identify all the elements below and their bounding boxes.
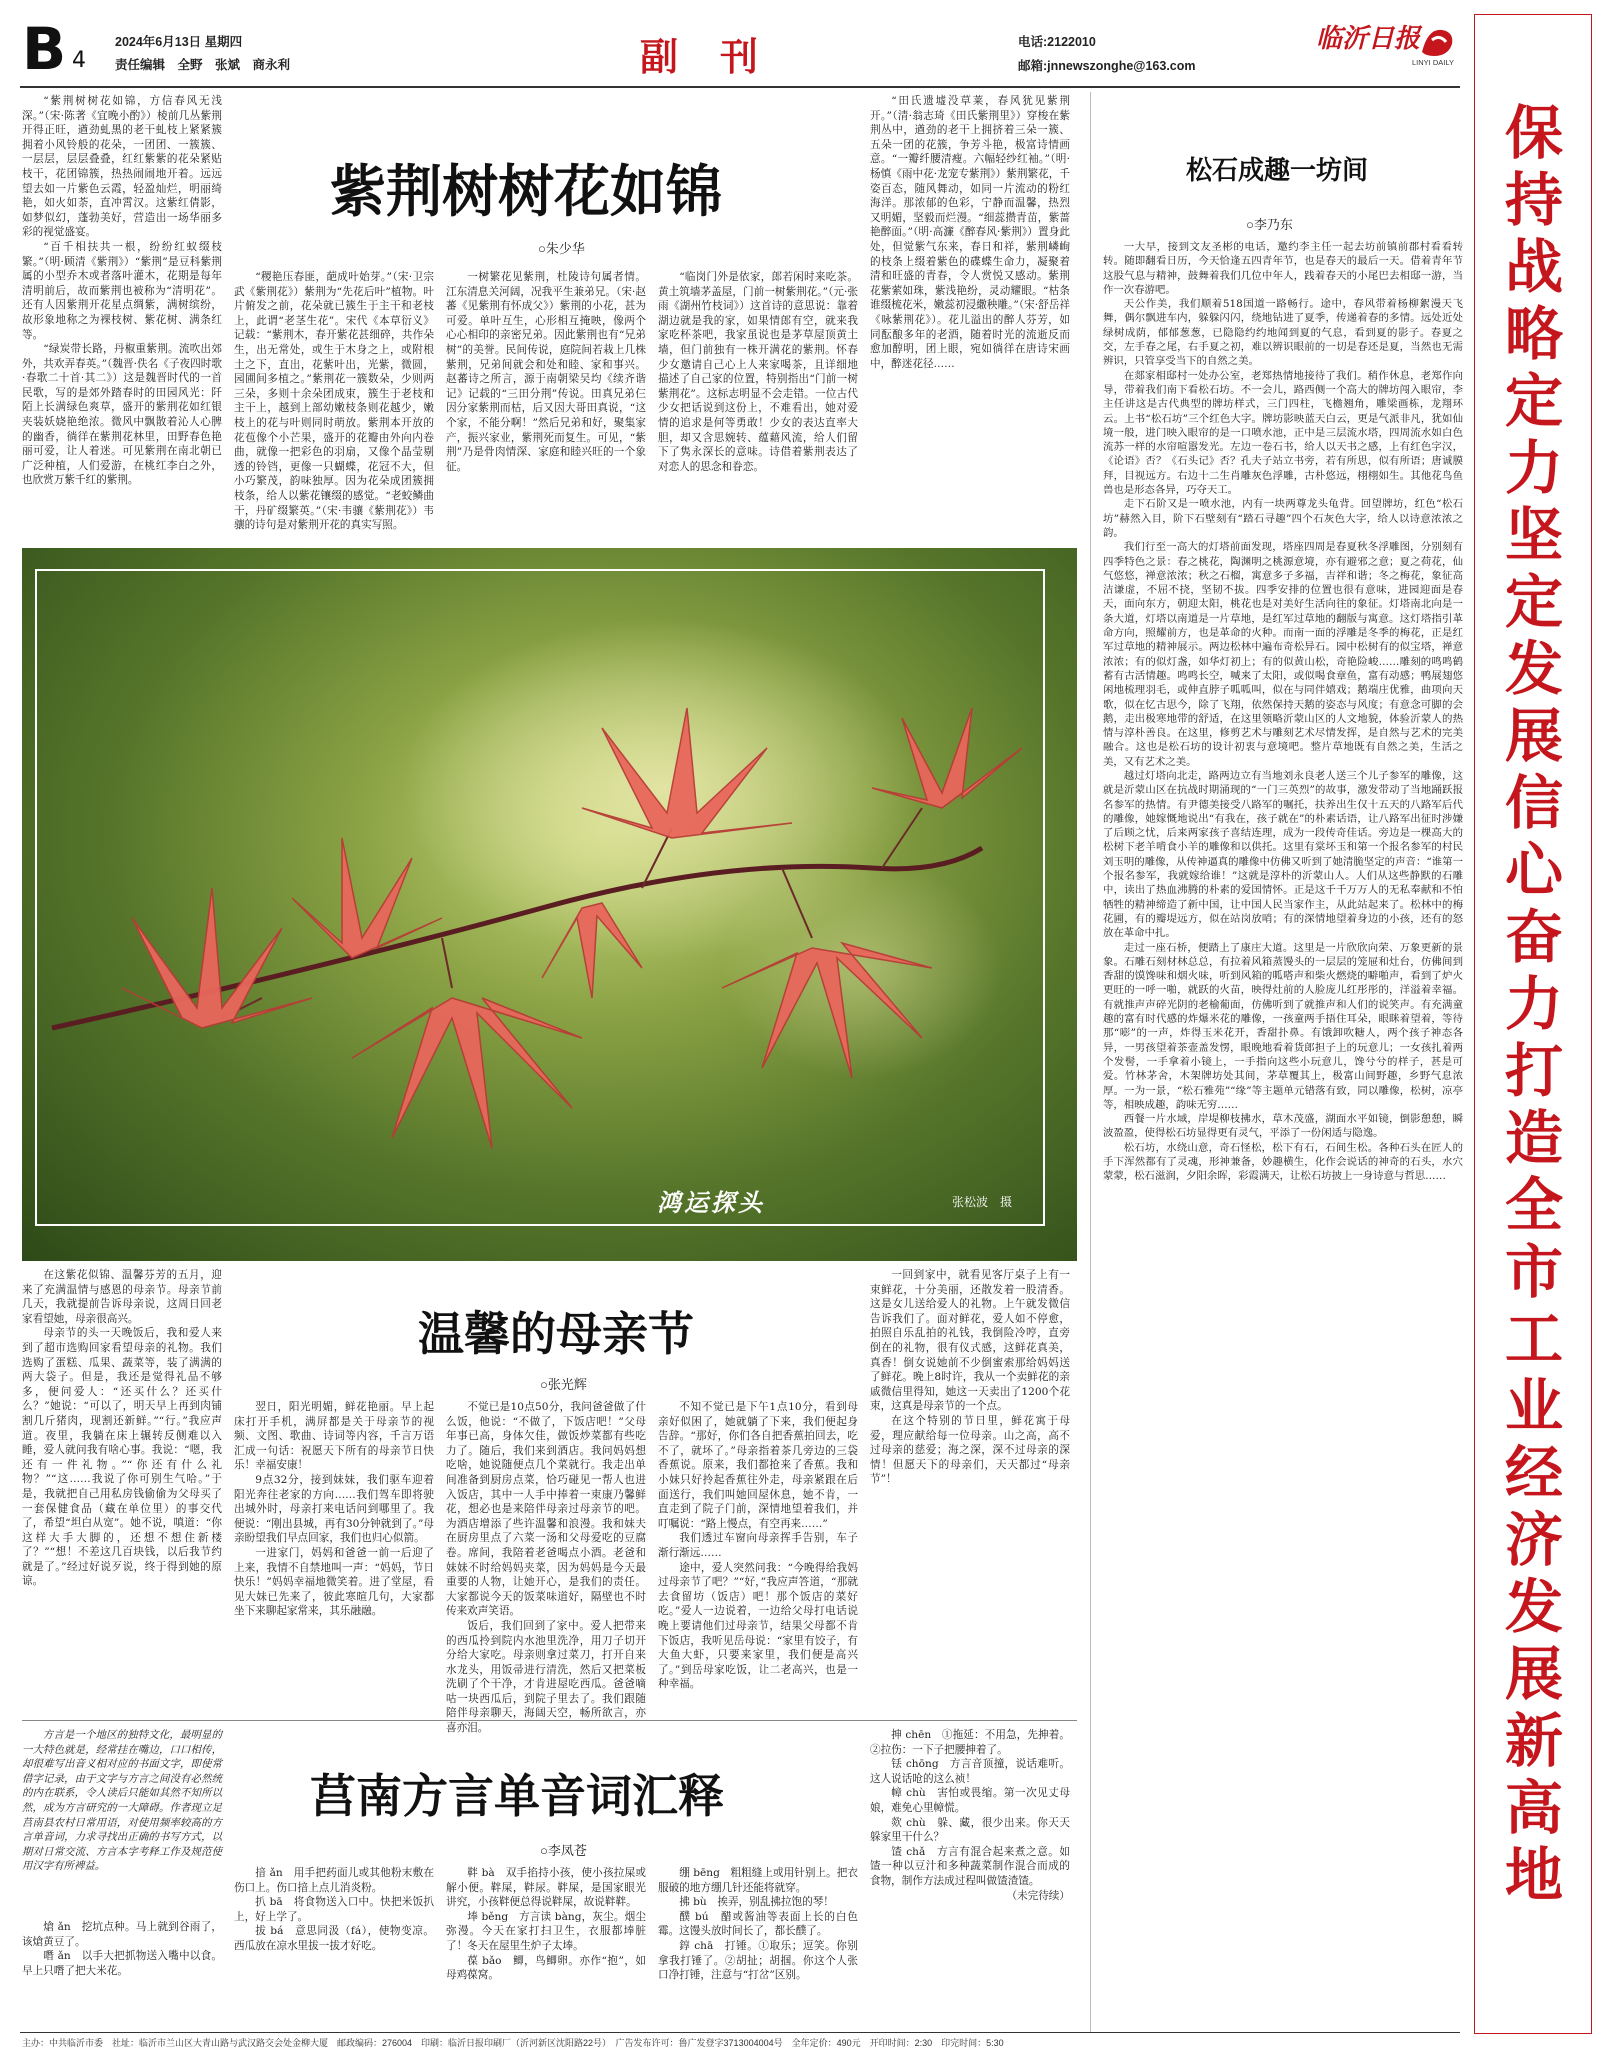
article1-col3 <box>446 270 646 534</box>
article4-col2 <box>234 1866 434 2032</box>
to-be-continued: （未完待续） <box>1006 1889 1070 1902</box>
article3-para: 在这个特别的节日里，鲜花寓于母爱，理应献给每一位母亲。山之高，高不过母亲的慈爱；海之深，深不过母亲的深情！但愿天下的母亲们，天天都过“母亲节”！ <box>870 1414 1070 1486</box>
article2-para: 我们行至一高大的灯塔前面发现，塔座四周是春夏秋冬浮雕图，分别刻有四季特色之景：春之桃花，陶渊明之桃源意境，亦有避邪之意；夏之荷花，仙气悠悠，禅意浓浓；秋之石榴，寓意多子多福，吉祥和谐；冬之梅花，象征高洁谦虚，不屈不挠，坚韧不拔。四季安排的位置也很有意味，进园迎面是春天，面向东方，朝迎太阳，桃花也是对美好生活向往的象征。灯塔南北向是一条大道，灯塔以南道是一片草地，是红军过草地的翻版与寓意。这灯塔指引革命方向，照耀前方，也是革命的火种。而南一面的浮雕是冬季的梅花，正是红军过草地的精神展示。两边松林中遍布奇松异石。园中松树有的似宝塔，禅意浓浓；有的似灯盏，如华灯初上；有的似黄山松，奇艳险峻……雕刻的鸣鸣鹤蓄有古活情趣。鸣鸣长空，喊来了太阳，或似喝食章鱼，富有动感；鸭展翅悠闲地梳理羽毛，或伸直脖子呱呱叫，似在与同伴嬉戏；鹅端庄优雅，曲项向天歌，似在忆古思今，除了飞翔，依然保持天鹅的姿态与风度；有意念可脚的会鹅，走出极寒地带的舒适，在这里领略沂蒙山区的人文地貌，体验沂蒙人的热情与淳朴善良。在这里，修剪艺术与雕刻艺术尽情发挥，是自然与艺术的完美融合。这也是松石坊的设计初衷与意境吧。整片草地既有自然之美，生活之美，又有艺术之美。 <box>1103 541 1463 768</box>
article2-para: 松石坊，水绕山意，奇石怪松，松下有石，石间生松。各种石头在匠人的手下浑然都有了灵魂，形神兼备，妙趣横生，化作会说话的神奇的石头，水穴蒙蒙，松石滋润，夕阳余晖，彩霞满天，让松石坊披上一身诗意与哲思…… <box>1103 1141 1463 1183</box>
dialect-entry: 錞 chā 打锤。①取乐；逗笑。你别拿我打锤了。②胡扯；胡掴。你这个人张口净打锤，注意与“打岔”区别。 <box>658 1939 858 1982</box>
article2-para: 天公作美，我们顺着518国道一路畅行。途中，春风带着杨柳絮漫天飞舞，偶尔飘进车内，躲躲闪闪，绕地钻进了夏季，传递着春的多情。远处近处绿树成荫，郁郁葱葱，已隐隐约约地闻到夏的气息，看到夏的影子。春夏之交，左手春之尾，右手夏之初，难以辨识眼前的一切是春还是夏，当然也无需辨识，只管享受当下的自然之美。 <box>1103 298 1463 368</box>
article4-byline: ○李凤苍 <box>540 1843 587 1858</box>
article1-para: “百千相扶共一根，纷纷红蚁缀枝繁。”（明·顾清《紫荆》）“紫荆”是豆科紫荆属的小型乔木或者落叶灌木，花期是每年清明前后，故而紫荆也被称为“清明花”。还有人因紫荆开花星点绸紫，满树缤纷，故形象地称之为裸枝树、紫花树、满条红等。 <box>22 240 222 341</box>
page-letter: B <box>22 15 67 83</box>
article2-title: 松石成趣一坊间 <box>1186 156 1369 186</box>
dialect-entry: 铥 chōng 方言音顶撞，说话难听。这人说话呛的这么祯！ <box>870 1758 1070 1785</box>
article1-para: 一树繁花见紫荆，杜陵诗句属者情。江东清息关河阔，况我平生兼弟兄。（宋·赵蕃《见紫荆有怀成父》）紫荆的小花，甚为可爱。单叶互生，心形相互掩映，像两个心心相印的亲密兄弟。因此紫荆也有“兄弟树”的美誉。民间传说，庭院间若栽上几株紫荆，兄弟间就会和处和睦、家和事兴。赵蕃诗之所言，源于南朝梁吴均《续齐谐记》记载的“三田分荆”传说。田真兄弟仨因分家紫荆而枯，后又因大哥田真说，“这个家，不能分啊！”然后兄弟和好，聚集家产，振兴家业，紫荆死而复生。可见，“紫荆”乃是骨肉情深、家庭和睦兴旺的一个象征。 <box>446 271 646 473</box>
dialect-entry: 葆 bǎo 鲫，鸟鲫卵。亦作“抱”，如母鸡葆窝。 <box>446 1954 646 1982</box>
dialect-entry: 揞 ǎn 用手把药面儿或其他粉末敷在伤口上。伤口揞上点儿消炎粉。 <box>234 1867 434 1894</box>
section-rule <box>22 1720 1077 1721</box>
article4-col1 <box>22 1920 222 2032</box>
footer-imprint: 主办：中共临沂市委 社址：临沂市兰山区大青山路与武汉路交会处金柳大厦 邮政编码：276004 印刷：临沂日报印刷厂（沂河新区沈阳路22号） 广告发布许可：鲁广发登字3713004004号 全年定价：490元 开印时间：2:30 印完时间：5:30 <box>22 2038 1004 2048</box>
article2-para: 越过灯塔向北走，路两边立有当地刘永良老人送三个儿子参军的雕像，这就是沂蒙山区在抗战时期涌现的“一门三英烈”的故事，激发带动了当地踊跃报名参军的热情。有尹德美接受八路军的嘱托，扶养出生仅十五天的八路军后代的雕像，她嫁慨地说出“有我在，孩子就在”的朴素话语，让八路军出征时涉嫌了后顾之忧，后来两家孩子喜结连理，成为一段传奇佳话。旁边是一棵高大的松树下老羊啃食小羊的雕像和以供托。这里有棠坏玉和第一个报名参军的村民刘玉明的雕像，从传神逼真的雕像中仿佛又听到了她清脆坚定的声音：“谁第一个报名参军，我就嫁给谁！”这就是淳朴的沂蒙山人。人们从这些静默的石雕中，读出了热血沸腾的朴素的爱国情怀。正是这千千万万人的无私奉献和不怕牺牲的精神缔造了新中国，让中国人民当家作主，从此站起来了。松林中的梅花圃，有的瓣堤远方，似在站岗放哨；有的深情地望着身边的小孩，还有的怒放在革命中扎。 <box>1103 769 1463 940</box>
article2-para: 走过一座石桥，便踏上了康庄大道。这里是一片欣欣向荣、万象更新的景象。石雕石刻材林总总，有拉着风箱蒸馒头的一层层的笼屉和灶台，仿佛间到香甜的馍馋味和烟火味，听到风箱的呱嗒声和柴火燃烧的噼啪声，看到了炉火更旺的一呼一啪，就跃的火苗，映得灶前的人脸庞儿红彤彤的，洋溢着幸福。有就推声声碎光阴的老榆葡面，仿佛听到了就推声和人们的说笑声。有充满童趣的富有时代感的炸爆米花的雕像，一孩童两手捂住耳朵，眼眯着望着，等待那“嘭”的一声，炸得玉米花开，香甜扑鼻。有饿卸吹糖人，两个孩子神态各异，一男孩望着茶壶盖发愣，眼晚地看着货郎担子上的玩意儿；一女孩扎着两个发髻，一手拿着小镜上，一手指向这些小玩意儿，馋兮兮的样子，甚是可爱。竹林茅舍，木架牌坊处其间，茅草覆其上，极富山间野趣，乡野气息浓厚。一为一景，“松石雅苑”“缘”等主题单元错落有致，同以雕像，松树，凉亭等，相映成趣，韵味无穷…… <box>1103 941 1463 1111</box>
dialect-entry: 馇 chǎ 方言有混合起来煮之意。如馇一种以豆汁和多种蔬菜制作混合而成的食物，制作方法成过程叫做馇渣馇。 <box>870 1845 1070 1887</box>
article3-para: 饭后，我们回到了家中。爱人把带来的西瓜拎到院内水池里洗净，用刀子切开分给大家吃。母亲则拿过菜刀，打开自来水龙头，用饭帚进行清洗，然后又把菜板洗刷了个干净，才肯进屋吃西瓜。爸爸嘀咕一块西瓜后，到院子里去了。我们跟随陪伴母亲聊天，海阔天空，畅所欲言，亦喜亦泪。 <box>446 1619 646 1735</box>
article4-title: 莒南方言单音词汇释 <box>310 1769 724 1823</box>
article3-para: 在这紫花似锦、温馨芬芳的五月，迎来了充满温情与感恩的母亲节。母亲节前几天，我就提前告诉母亲说，这周日回老家看望她，母亲很高兴。 <box>22 1269 222 1325</box>
article3-col4 <box>658 1400 858 1708</box>
footer-rule <box>20 2032 1460 2033</box>
article4-intro-text: 方言是一个地区的独特文化，最明显的一大特色就是，经常挂在嘴边，口口相传，却很难写出音义相对应的书面文字，即使常借字记录，由于文字与方言之间没有必然统的内在联系，令人读后只能如其然不知所以然，成为方言研究的一大障碍。作者现立足莒南县农村日常用语，对使用频率较高的方言单音词，力求寻找出正确的书写方式，以期对日常交流、方言本字考释工作及规范使用汉字有所裨益。 <box>22 1729 222 1873</box>
article3-para: 一回到家中，就看见客厅桌子上有一束鲜花，十分美丽，还散发着一股清香。这是女儿送给爱人的礼物。上午就发微信告诉我们了。面对鲜花，爱人如不停愈，拍照自乐乱拍的礼钱，我倒险冷哼，直旁倒在的礼物，很有仪式感，这鲜花真美，真香！倒女说她前不少倒蜜索那给妈妈送了鲜花。晚上8时许，我从一个卖鲜花的亲戚微信里得知，她这一天卖出了1200个花束，这真是母亲节的一个点。 <box>870 1269 1070 1413</box>
dialect-entry: 欻 chù 躲、藏，很少出来。你天天躲家里干什么？ <box>870 1816 1070 1844</box>
article4-intro <box>22 1728 222 1918</box>
dialect-entry: 醭 bú 醋或酱油等表面上长的白色霉。这馒头放时间长了，都长醭了。 <box>658 1910 858 1938</box>
article1-col2 <box>234 270 434 534</box>
email: 邮箱:jnnewszonghe@163.com <box>1018 59 1196 73</box>
article3-para: 途中，爱人突然问我：“今晚得给我妈过母亲节了吧？”“好，”我应声答道，“那就去食留坊（饭店）吧！那个饭店的菜好吃。”爱人一边说着，一边给父母打电话说晚上要请他们过母亲节，结果父母都不肯下饭店，我听见岳母说：“家里有饺子，有大鱼大虾，只要来家里，我们便是高兴了。”到岳母家吃饭，让二老高兴，也是一种幸福。 <box>658 1561 858 1691</box>
phone: 电话:2122010 <box>1018 35 1096 49</box>
article4-col3 <box>446 1866 646 2032</box>
page-number: 4 <box>72 48 86 73</box>
dialect-entry: 绷 bēng 粗粗缝上或用针别上。把衣服破的地方绷几针还能将就穿。 <box>658 1867 858 1894</box>
dialect-entry: 抻 chēn ①拖延：不用急，先抻着。②拉伤：一下子把腰抻着了。 <box>870 1729 1070 1756</box>
article3-col3 <box>446 1400 646 1735</box>
article1-para: “绿炭带长路，丹椒重紫荆。流吹出郊外，共欢弄春英。”（魏晋·佚名《子夜四时歌·春歌二十首·其二》）这是魏晋时代的一首民歌，写的是郊外踏春时的田园风光：阡陌上长满绿色爽草，盛开的紫荆花如红银夹装妖娆艳绝浓。微风中飘散着沁人心脾的幽香，徜徉在紫荆花林里，田野春色艳丽可爱，让人着迷。可见紫荆在南北朝已广泛种植，人们爱游，在桃红李白之外，也欣赏万紫千红的紫荆。 <box>22 343 222 487</box>
article3-para: 不知不觉已是下午1点10分，看到母亲好似困了，她就躺了下来，我们便起身告辞。“那好，你们各自把香蕉拍回去，吃不了，就坏了。”母亲指着茶几旁边的三袋香蕉说。原来，我们都抢来了香蕉。我和小妹只好拎起香蕉往外走，母亲紧跟在后面送行，我们叫她回屋休息，她不肯，一直走到了院子门前，深情地望着我们，并叮嘱说：“路上慢点，有空再来……” <box>658 1401 858 1530</box>
article3-title: 温馨的母亲节 <box>418 1307 694 1361</box>
editors: 责任编辑 全野 张斌 商永利 <box>115 58 291 72</box>
article1-col5 <box>870 94 1070 534</box>
article3-para: 我们透过车窗向母亲挥手告别，车子渐行渐远…… <box>658 1532 858 1559</box>
maple-leaves-illustration <box>22 548 1077 1261</box>
article2-para: 一大早，接到文友圣彬的电话，邀约李主任一起去坊前镇前郡村看看转转。随即翻看日历，今天恰逢五四青年节，也是春天的最后一天。借着青年节这股气息与精神，鼓舞着我们几位中年人，践着春天的小尾巴去相邸一游，当作一次春游吧。 <box>1103 241 1463 296</box>
article2-byline: ○李乃东 <box>1246 217 1293 232</box>
dialect-entry: 拔 bá 意思同汲（fá），使物变凉。西瓜放在凉水里拔一拔才好吃。 <box>234 1925 434 1952</box>
article2-para: 西餐一片水域，岸堤柳枝拂水，草木茂盛，湖面水平如镜，倒影憩憩，瞬波盈盈，使得松石坊显得更有灵气，平添了一份闲适与隐逸。 <box>1103 1113 1463 1140</box>
article1-para: “紫荆树树花如锦，方信春风无浅深。”（宋·陈著《宜晚小酌》）棱前几丛紫荆开得正旺，遒劲虬黑的老干虬枝上紧紧簇拥着小风铃般的花朵，一团团、一簇簇、一层层，层层叠叠，红红紫紫的花朵紧贴枝干，花团锦簇，热热闹闹地开着。远远望去如一片紫色云霞，轻盈灿烂，明丽绮艳，如火如荼，直冲霄汉。这紫红倩影，如梦似幻，蓬勃美好，营造出一场华丽多彩的视觉盛宴。 <box>22 95 222 239</box>
article1-title: 紫荆树树花如锦 <box>330 160 722 225</box>
dialect-entry: 埲 běng 方言读 bàng，灰尘。烟尘弥漫。今天在家打扫卫生，衣服都埲脏了！冬天在屋里生炉子太埲。 <box>446 1910 646 1952</box>
article3-col1 <box>22 1268 222 1708</box>
logo-english: LINYI DAILY <box>1412 58 1454 67</box>
dialect-entry: 拂 bù 挨弄，别乱拂拉饱的琴！ <box>679 1896 834 1909</box>
article3-col5 <box>870 1268 1070 1708</box>
article1-col4 <box>658 270 858 534</box>
section-title: 副 刊 <box>640 35 761 79</box>
logo-emblem <box>1418 22 1458 62</box>
article4-col4 <box>658 1866 858 2032</box>
article2-col <box>1103 240 1463 2030</box>
article1-para: “临岗门外是依家，郎若闲时来吃茶。黄土筑墙茅盖屋，门前一树紫荆花。”（元·张雨《湖州竹枝词》）这首诗的意思说：靠着湖边就是我的家，如果情郎有空，就来我家吃杯茶吧，我家虽说也是茅草屋顶黄土墙，但门前独有一株开满花的紫荆。怀春少女邀请自己心上人来家喝茶，且详细地描述了自己家的位置，特别指出“门前一树紫荆花”。这标志明显不会走错。一位古代少女把话说到这份上，不难看出，她对爱情的追求是何等勇敢！少女的表达直率大胆，却又含思婉转、蕴藉风流，给人们留下了隽永深长的意味。诗借着紫荆表达了对恋人的思念和眷恋。 <box>658 271 858 473</box>
article2-para: 走下石阶又是一喷水池，内有一块两尊龙头龟背。回望牌坊，红色“松石坊”赫然入目，阶下石壁刻有“踏石寻趣”四个石灰色大字，给人以诗意浓浓之韵。 <box>1103 498 1463 539</box>
dialect-entry: 幛 chù 害怕或畏缩。第一次见丈母娘，难免心里幛慌。 <box>870 1787 1070 1814</box>
article3-para: 9点32分，接到妹妹，我们驱车迎着阳光奔往老家的方向……我们驾车即将驶出城外时，母亲打来电话问到哪里了。我便说：“刚出县城，再有30分钟就到了。”母亲盼望我们早点回家，我们也归心似箭。 <box>234 1473 434 1545</box>
article3-para: 翌日，阳光明媚，鲜花艳丽。早上起床打开手机，满屏都是关于母亲节的视频、文图、歌曲、诗词等内容，千言万语汇成一句话：祝愿天下所有的母亲节日快乐！幸福安康！ <box>234 1401 434 1472</box>
article2-para: 在郯家相邸村一处办公室，老郑热情地接待了我们。稍作休息，老郑作向导，带着我们南下看松石坊。不一会儿，路西侧一个高大的牌坊闯入眼帘，李主任讲这是古代典型的牌坊样式，三门四柱，飞檐翘角，雕梁画栋，龙翔环云。上书“松石坊”三个红色大字。牌坊影映蓝天白云，更是气派非凡，犹如仙境一般，进门映入眼帘的是一口喷水池，正中是三层流水塔，四周流水如白色流苏一样的水帘喧嚣发光。左边一卷石书，给人以天书之感，上有红色字汉，《论语》否？《石头记》否？孔夫子站立书旁，若有所思，似有所语；唐诚膜拜，目视远方。右边十二生肖雕灰色浮雕，古朴悠远，栩栩如生。其他花鸟鱼兽也是形态各异，巧夺天工。 <box>1103 369 1463 497</box>
dialect-entry: 靽 bà 双手掐持小孩，使小孩拉屎或解小便。靽屎，靽尿。靽屎，是国家眼光讲究，小孩靽便总得说靽屎，故说靽靽。 <box>446 1867 646 1909</box>
slogan: 保持战略定力 坚定发展信心 奋力打造全市工业经济发展新高地 <box>1504 99 1563 1909</box>
article3-byline: ○张光辉 <box>540 1377 587 1392</box>
article4-col5 <box>870 1728 1070 2032</box>
dialect-entry: 噆 ǎn 以手大把抓物送入嘴中以食。早上只噆了把大米花。 <box>22 1950 222 1977</box>
newspaper-logo: 临沂日报 <box>1316 24 1421 54</box>
header-rule <box>20 86 1460 88</box>
article3-para: 不觉已是10点50分，我问爸爸做了什么饭，他说：“不做了，下饭店吧！”父母年事已高，身体欠佳，做饭炒菜都有些吃力了。随后，我们来到酒店。我问妈妈想吃啥，她说随便点几个菜就行。我走出单间准备到厨房点菜，恰巧碰见一帮人也进入饭店，其中一人手中捧着一束康乃馨鲜花，想必也是来陪伴母亲过母亲节的吧。为酒店增添了些许温馨和浪漫。我和妹夫在厨房里点了六菜一汤和父母爱吃的豆腐卷。席间，我陪着老爸喝点小酒。老爸和妹妹不时给妈妈夹菜，因为妈妈是今天最重要的人物，让她开心，是我们的责任。大家都说今天的饭菜味道好，隔壁也不时传来欢声笑语。 <box>446 1401 646 1618</box>
photo-caption: 鸿运探头 <box>657 1188 765 1217</box>
maple-photo <box>22 548 1077 1261</box>
article1-para: “田氏遗墟没草莱，春风犹见紫荆开。”（清·翁志琦《田氏紫荆里》）穿梭在紫荆丛中，遒劲的老干上拥挤着三朵一簇、五朵一团的花簇，争芳斗艳，极富诗情画意。“一瓣纤腰清瘦。六幅轻纱红袖。”（明·杨慎《雨中花·龙宠专紫荆》）紫荆繁花，千姿百态，随风舞动，如同一片流动的粉红海洋。那浓郁的色彩，宁静而温馨，热烈又明媚，坚毅而烂漫。“细蕊攒青苗，紫蔷艳醉面。”（明·高濂《醉春风·紫荆》）置身此处，但觉紫气东来，春日和祥，紫荆嶙峋的枝条上缀着紫色的碟蝶生命力，凝聚着清和旺盛的青春，令人赏悦又感动。紫荆花紫萦如珠，紫浅艳纷，灵动耀眼。“枯条谁缀梳花米，嫩蕊初浸繖秧雕。”（宋·舒岳祥《咏紫荆花》）。花儿溢出的醉人芬芳，如同酝酿多年的老酒，随着时光的流逝反而愈加醇明，团上眼，宛如徜徉在唐诗宋画中，醉迷花径…… <box>870 95 1070 370</box>
photo-credit: 张松波 摄 <box>952 1195 1013 1209</box>
article3-col2 <box>234 1400 434 1708</box>
column-divider <box>1090 92 1091 2032</box>
article1-byline: ○朱少华 <box>538 241 585 256</box>
article3-para: 母亲节的头一天晚饭后，我和爱人来到了超市选购回家看望母亲的礼物。我们选购了蛋糕、瓜果、蔬菜等，装了满满的两大袋子。但是，我还是觉得礼品不够多，便问爱人：“还买什么？还买什么？”她说：“可以了，明天早上再到肉铺割几斤猪肉，现割还新鲜。”“行。”我应声道。夜里，我躺在床上辗转反侧难以入睡，爱人就问我有啥心事。我说：“嗯，我还有一件礼物。”“你还有什么礼物？”“这……我说了你可别生气哈。”于是，我就把自己用私房钱偷偷为父母买了一套保健食品（藏在单位里）的事交代了，希望“坦白从宽”。她不说，嗔道：“你这样大手大脚的，还想不想住新楼了？”“想！不差这几百块钱，以后我节约就是了。”经过好说歹说，终于得到她的原谅。 <box>22 1327 222 1588</box>
issue-date: 2024年6月13日 星期四 <box>115 35 243 49</box>
dialect-entry: 熗 ǎn 挖坑点种。马上就到谷雨了，该熗黄豆了。 <box>22 1921 222 1948</box>
dialect-entry: 扒 bā 将食物送入口中。快把米饭扒上，好上学了。 <box>234 1896 434 1923</box>
article3-para: 一进家门，妈妈和爸爸一前一后迎了上来，我情不自禁地叫一声：“妈妈，节日快乐！”妈妈幸福地微笑着。进了堂屋，看见大妹已先来了，彼此寒暄几句，大家都坐下来聊起家常来，其乐融融。 <box>234 1546 434 1618</box>
article1-para: “稷艳压春匪，葩成叶始芽。”（宋·卫宗武《紫荆花》）紫荆为“先花后叶”植物。叶片俯发之前，花朵就已簇生于主干和老枝上，此谓“老茎生花”。宋代《本草衍义》记载：“紫荆木，春开紫花甚细碎，共作朵生，出无常处，或生于木身之上，或附根土之下，直出，花紫叶出，光紫，微圆，园圃间多植之。”紫荆花一簇数朵，少则两三朵，多则十余朵团成束，簇生于老枝和主干上，越到上部幼嫩枝条则花越少，嫩枝上的花与叶则同时萌放。紫荆本开放的花苞像个小芒果，盛开的花瓣由外向内卷曲，就像一把彩色的羽扇，又像个晶莹剔透的铃铛，更像一只蝴蝶，花冠不大，但小巧繁茂，韵味独厚。因为花朵成团簇拥枝条，给人以紫花镶缀的感觉。“老蛟鳞曲干，丹矿缀繁英。”（宋·韦骧《紫荆花》）韦骧的诗句是对紫荆开花的真实写照。 <box>234 271 434 532</box>
article1-col1 <box>22 94 222 534</box>
